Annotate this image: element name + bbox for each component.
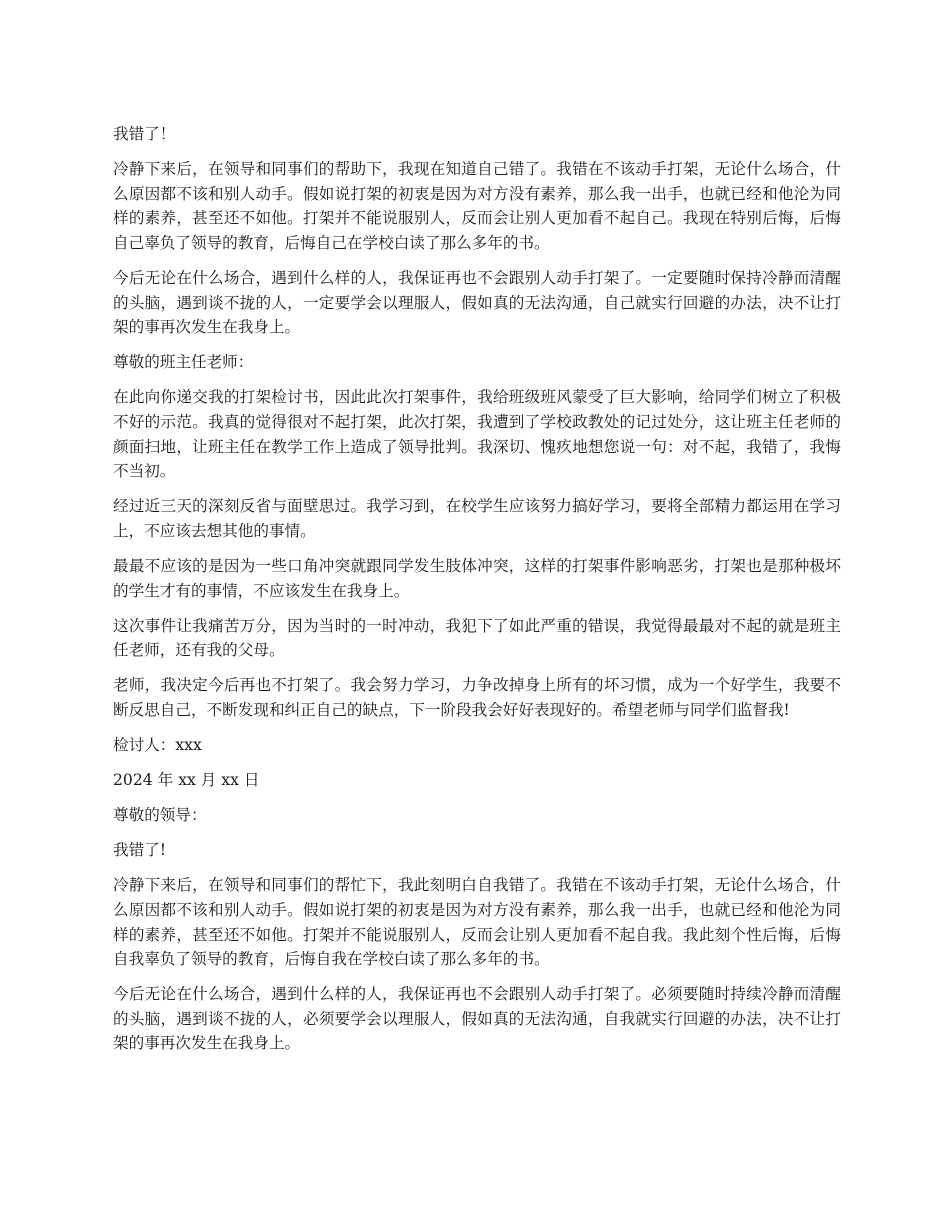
salutation-teacher: 尊敬的班主任老师： — [113, 353, 254, 372]
salutation-leader: 尊敬的领导： — [113, 806, 207, 825]
document-body — [113, 122, 841, 1067]
paragraph-promise: 今后无论在什么场合，遇到什么样的人，我保证再也不会跟别人动手打架了。一定要随时保持冷静而清醒的头脑，遇到谈不拢的人，一定要学会以理服人，假如真的无法沟通，自己就实行回避的办法，决不让打架的事再次发生在我身上。 — [113, 268, 841, 337]
paragraph-conflict: 最最不应该的是因为一些口角冲突就跟同学发生肢体冲突，这样的打架事件影响恶劣，打架也是那种极坏的学生才有的事情，不应该发生在我身上。 — [113, 556, 841, 600]
paragraph-submission: 在此向你递交我的打架检讨书，因此此次打架事件，我给班级班风蒙受了巨大影响，给同学们树立了积极不好的示范。我真的觉得很对不起打架，此次打架，我遭到了学校政教处的记过处分，这让班主任老师的颜面扫地，让班主任在教学工作上造成了领导批判。我深切、愧疚地想您说一句：对不起，我错了，我悔不当初。 — [113, 388, 841, 481]
paragraph-regret: 这次事件让我痛苦万分，因为当时的一时冲动，我犯下了如此严重的错误，我觉得最最对不起的就是班主任老师，还有我的父母。 — [113, 616, 841, 660]
date-line: 2024 年 xx 月 xx 日 — [113, 771, 260, 790]
paragraph-reflection: 冷静下来后，在领导和同事们的帮助下，我现在知道自己错了。我错在不该动手打架，无论什么场合，什么原因都不该和别人动手。假如说打架的初衷是因为对方没有素养，那么我一出手，也就已经和他沦为同样的素养，甚至还不如他。打架并不能说服别人，反而会让别人更加看不起自己。我现在特别后悔，后悔自己辜负了领导的教育，后悔自己在学校白读了那么多年的书。 — [113, 160, 841, 252]
paragraph-self-examination: 经过近三天的深刻反省与面壁思过。我学习到，在校学生应该努力搞好学习，要将全部精力都运用在学习上，不应该去想其他的事情。 — [113, 497, 841, 540]
paragraph-second-apology: 我错了! — [113, 841, 167, 860]
paragraph-second-reflection: 冷静下来后，在领导和同事们的帮忙下，我此刻明白自我错了。我错在不该动手打架，无论什么场合，什么原因都不该和别人动手。假如说打架的初衷是因为对方没有素养，那么我一出手，也就已经和他沦为同样的素养，甚至还不如他。打架并不能说服别人，反而会让别人更加看不起自我。我此刻个性后悔，后悔自我辜负了领导的教育，后悔自我在学校白读了那么多年的书。 — [113, 876, 841, 969]
paragraph-opening-apology: 我错了！ — [113, 125, 176, 143]
paragraph-resolution: 老师，我决定今后再也不打架了。我会努力学习，力争改掉身上所有的坏习惯，成为一个好学生，我要不断反思自己，不断发现和纠正自己的缺点，下一阶段我会好好表现好的。希望老师与同学们监督我! — [113, 676, 841, 719]
signature-line: 检讨人：xxx — [113, 735, 202, 754]
paragraph-second-promise: 今后无论在什么场合，遇到什么样的人，我保证再也不会跟别人动手打架了。必须要随时持续冷静而清醒的头脑，遇到谈不拢的人，必须要学会以理服人，假如真的无法沟通，自我就实行回避的办法，决不让打架的事再次发生在我身上。 — [113, 985, 841, 1053]
